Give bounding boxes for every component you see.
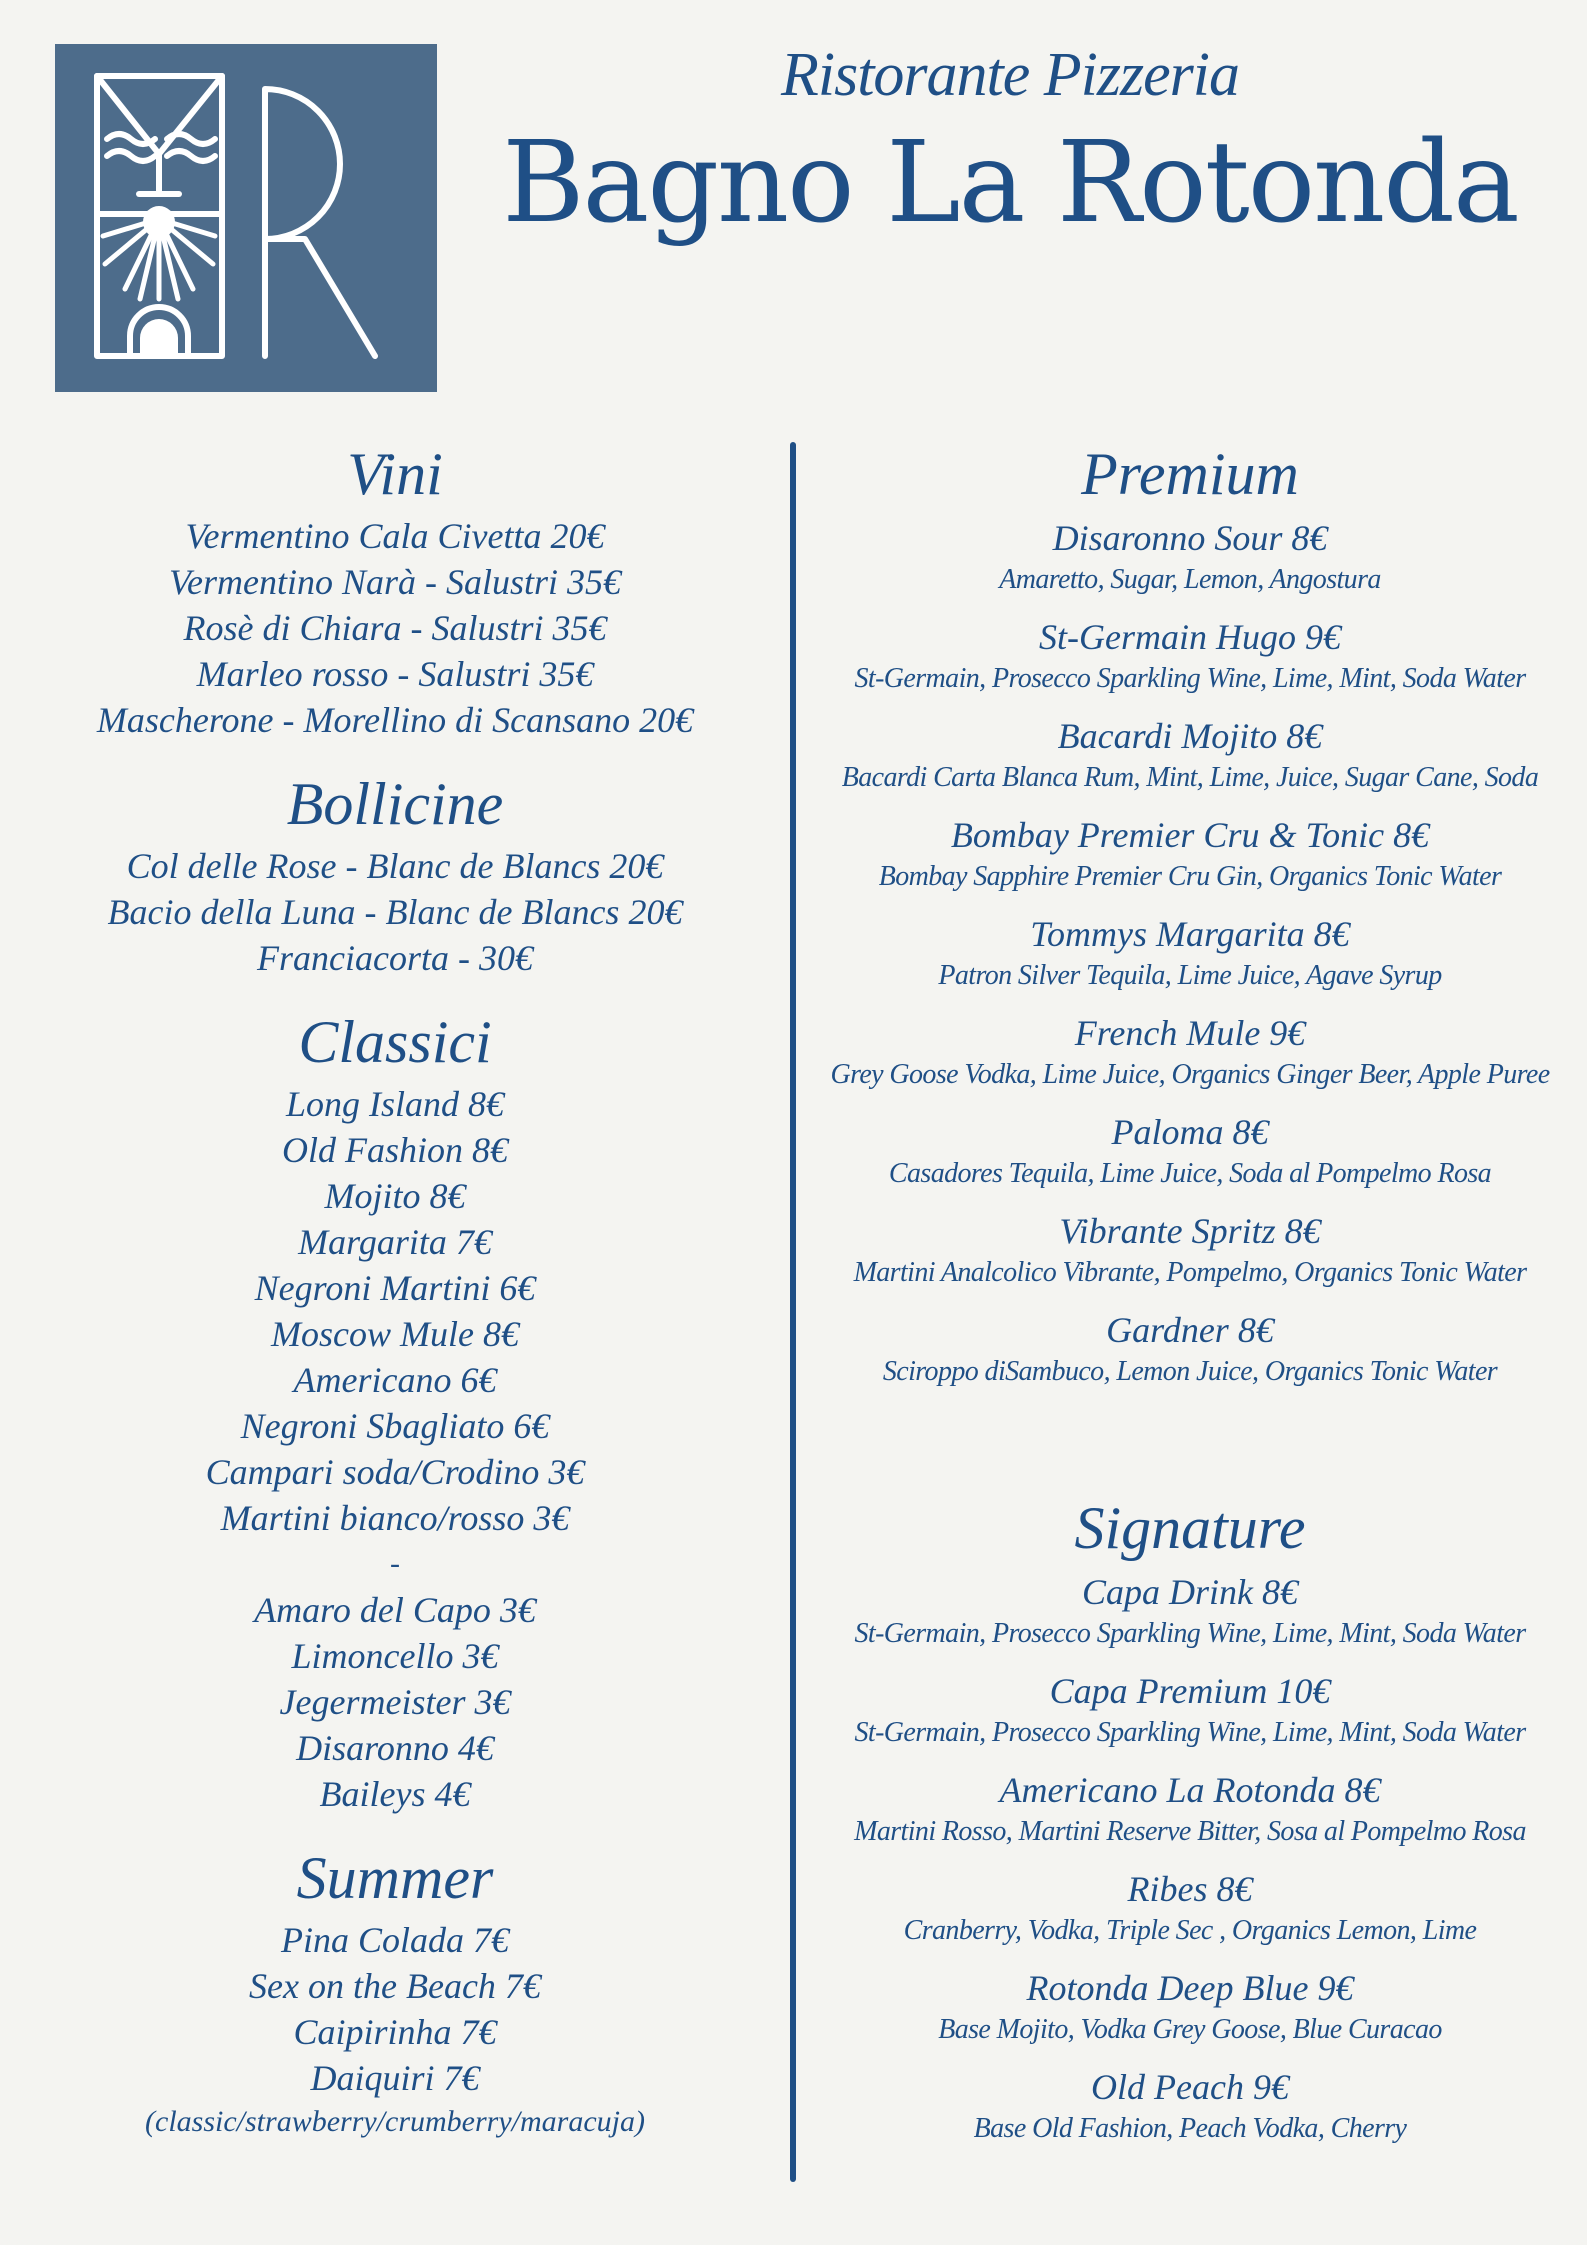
cocktail-description: Casadores Tequila, Lime Juice, Soda al Pompelmo Rosa xyxy=(888,1158,1492,1189)
cocktail-name: French Mule 9€ xyxy=(1074,1013,1306,1053)
menu-item: Campari soda/Crodino 3€ xyxy=(205,1452,585,1492)
cocktail-description: Martini Rosso, Martini Reserve Bitter, Sosa al Pompelmo Rosa xyxy=(854,1816,1526,1847)
cocktail-description: Sciroppo diSambuco, Lemon Juice, Organics Tonic Water xyxy=(882,1356,1498,1387)
cocktail-description: St-Germain, Prosecco Sparkling Wine, Lime, Mint, Soda Water xyxy=(854,1618,1526,1649)
cocktail-description: Base Mojito, Vodka Grey Goose, Blue Curacao xyxy=(938,2014,1442,2045)
menu-item: Pina Colada 7€ xyxy=(280,1920,509,1960)
menu-note: (classic/strawberry/crumberry/maracuja) xyxy=(145,2105,645,2138)
menu-item: Margarita 7€ xyxy=(298,1222,492,1262)
restaurant-subtitle: Ristorante Pizzeria xyxy=(780,41,1240,109)
cocktail-name: Capa Premium 10€ xyxy=(1049,1671,1331,1711)
section-title-bollicine: Bollicine xyxy=(286,771,504,837)
menu-item: Vermentino Cala Civetta 20€ xyxy=(185,516,605,556)
cocktail-name: Rotonda Deep Blue 9€ xyxy=(1026,1968,1354,2008)
cocktail-name: St-Germain Hugo 9€ xyxy=(1039,617,1341,657)
menu-item: Vermentino Narà - Salustri 35€ xyxy=(168,562,621,602)
menu-item: Marleo rosso - Salustri 35€ xyxy=(196,654,594,694)
logo-emblem-icon xyxy=(55,44,437,392)
section-title-premium: Premium xyxy=(1081,441,1299,507)
cocktail-name: Disaronno Sour 8€ xyxy=(1052,518,1328,558)
menu-item: Amaro del Capo 3€ xyxy=(254,1590,536,1630)
menu-item: Limoncello 3€ xyxy=(291,1636,499,1676)
menu-item: Daiquiri 7€ xyxy=(310,2058,480,2098)
cocktail-name: Bombay Premier Cru & Tonic 8€ xyxy=(950,815,1430,855)
menu-item: Americano 6€ xyxy=(293,1360,497,1400)
menu-item: Caipirinha 7€ xyxy=(293,2012,497,2052)
cocktail-name: Tommys Margarita 8€ xyxy=(1030,914,1350,954)
section-title-signature: Signature xyxy=(1074,1495,1306,1561)
menu-item: Baileys 4€ xyxy=(319,1774,471,1814)
cocktail-name: Americano La Rotonda 8€ xyxy=(999,1770,1381,1810)
cocktail-name: Vibrante Spritz 8€ xyxy=(1059,1211,1321,1251)
cocktail-name: Bacardi Mojito 8€ xyxy=(1057,716,1323,756)
restaurant-logo xyxy=(55,44,437,392)
menu-item: Mascherone - Morellino di Scansano 20€ xyxy=(96,700,694,740)
menu-item: Col delle Rose - Blanc de Blancs 20€ xyxy=(126,846,664,886)
section-title-classici: Classici xyxy=(298,1009,492,1075)
cocktail-description: Bombay Sapphire Premier Cru Gin, Organics Tonic Water xyxy=(878,861,1502,892)
menu-item: Long Island 8€ xyxy=(285,1084,505,1124)
cocktail-name: Gardner 8€ xyxy=(1106,1310,1274,1350)
menu-item: Moscow Mule 8€ xyxy=(271,1314,519,1354)
menu-item: Franciacorta - 30€ xyxy=(257,938,533,978)
menu-item: Sex on the Beach 7€ xyxy=(249,1966,541,2006)
menu-item: Negroni Sbagliato 6€ xyxy=(240,1406,550,1446)
menu-item: Rosè di Chiara - Salustri 35€ xyxy=(183,608,607,648)
section-title-summer: Summer xyxy=(296,1845,494,1911)
cocktail-description: Grey Goose Vodka, Lime Juice, Organics Ginger Beer, Apple Puree xyxy=(830,1059,1550,1090)
cocktail-name: Paloma 8€ xyxy=(1111,1112,1269,1152)
menu-item: Bacio della Luna - Blanc de Blancs 20€ xyxy=(107,892,683,932)
left-column xyxy=(40,435,750,2143)
menu-item: Mojito 8€ xyxy=(324,1176,466,1216)
right-column xyxy=(805,435,1575,2161)
cocktail-name: Ribes 8€ xyxy=(1127,1869,1253,1909)
menu-item: Disaronno 4€ xyxy=(296,1728,494,1768)
cocktail-description: Bacardi Carta Blanca Rum, Mint, Lime, Juice, Sugar Cane, Soda xyxy=(841,762,1539,793)
menu-separator: - xyxy=(390,1547,400,1580)
cocktail-description: Amaretto, Sugar, Lemon, Angostura xyxy=(999,564,1381,595)
cocktail-description: Base Old Fashion, Peach Vodka, Cherry xyxy=(973,2113,1407,2144)
column-divider xyxy=(790,442,796,2182)
cocktail-name: Old Peach 9€ xyxy=(1091,2067,1289,2107)
cocktail-description: Cranberry, Vodka, Triple Sec , Organics Lemon, Lime xyxy=(903,1915,1477,1946)
menu-item: Old Fashion 8€ xyxy=(281,1130,508,1170)
menu-item: Jegermeister 3€ xyxy=(279,1682,511,1722)
restaurant-title: Bagno La Rotonda xyxy=(502,118,1518,248)
menu-item: Martini bianco/rosso 3€ xyxy=(220,1498,570,1538)
cocktail-description: St-Germain, Prosecco Sparkling Wine, Lime, Mint, Soda Water xyxy=(854,1717,1526,1748)
section-title-vini: Vini xyxy=(347,441,443,507)
cocktail-description: Martini Analcolico Vibrante, Pompelmo, Organics Tonic Water xyxy=(853,1257,1527,1288)
cocktail-name: Capa Drink 8€ xyxy=(1082,1572,1298,1612)
cocktail-description: Patron Silver Tequila, Lime Juice, Agave Syrup xyxy=(938,960,1442,991)
cocktail-description: St-Germain, Prosecco Sparkling Wine, Lime, Mint, Soda Water xyxy=(854,663,1526,694)
menu-item: Negroni Martini 6€ xyxy=(254,1268,536,1308)
